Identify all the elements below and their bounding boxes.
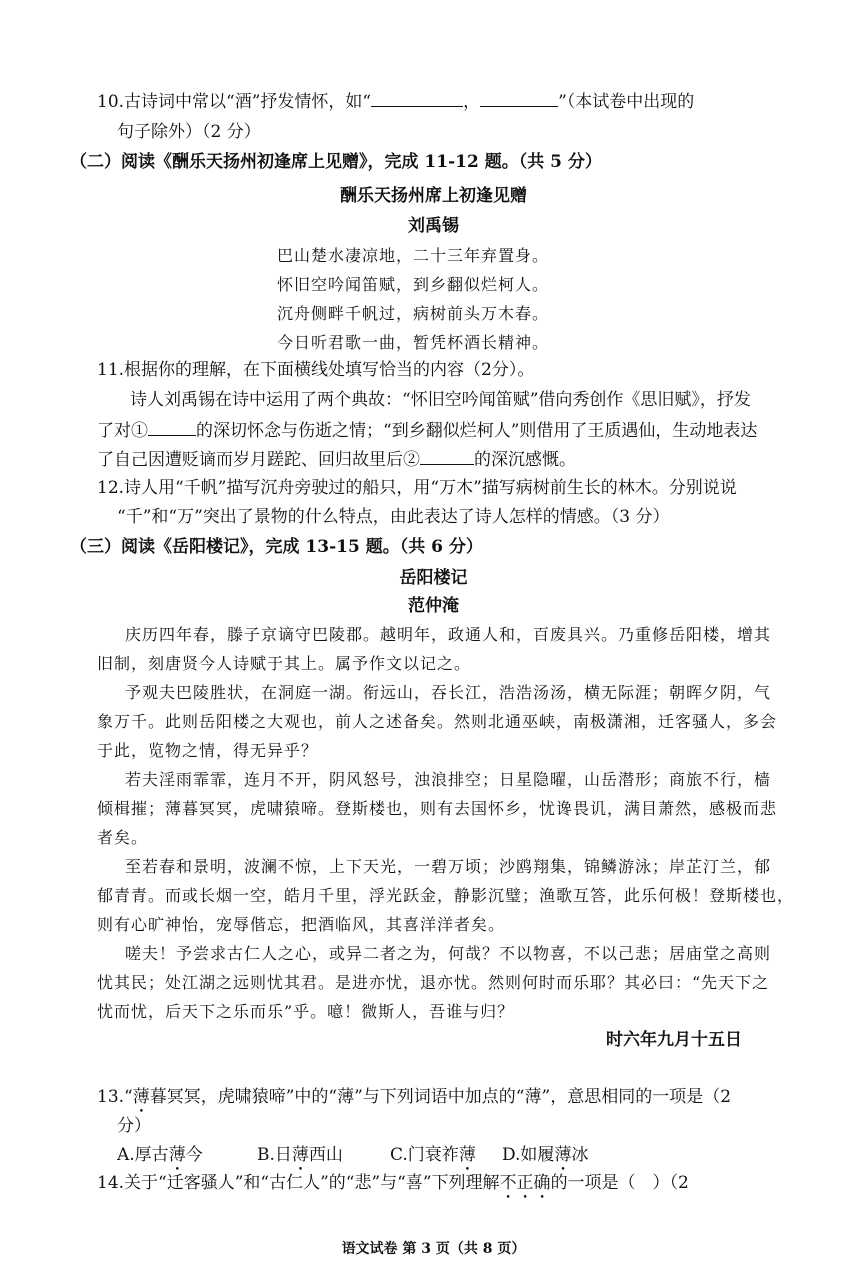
option-pre: D.如履 <box>502 1145 555 1165</box>
poem-line: 今日听君歌一曲，暂凭杯酒长精神。 <box>277 333 550 352</box>
essay-title: 岳阳楼记 <box>399 568 468 588</box>
option-dot: 薄 <box>554 1145 572 1165</box>
q13-stem-dot: 薄 <box>132 1087 150 1107</box>
q11-p2-a: 了对① <box>97 421 148 441</box>
essay-line: 嗟夫！予尝求古仁人之心，或异二者之为，何哉？不以物喜，不以己悲；居庙堂之高则 <box>125 944 772 963</box>
q11-p3-a: 了自己因遭贬谪而岁月蹉跎、回归故里后② <box>97 450 420 470</box>
poem-line: 巴山楚水凄凉地，二十三年弃置身。 <box>277 246 550 265</box>
essay-line: 者矣。 <box>97 828 149 847</box>
poem-author: 刘禹锡 <box>408 216 459 236</box>
q11-blank-2[interactable] <box>420 446 474 465</box>
q10-prefix: 10.古诗词中常以“酒”抒发情怀，如“ <box>97 92 372 112</box>
essay-date: 时六年九月十五日 <box>606 1030 742 1050</box>
essay-line: 则有心旷神怡，宠辱偕忘，把酒临风，其喜洋洋者矣。 <box>97 915 506 934</box>
option-dot: 薄 <box>291 1145 309 1165</box>
q12-line2: “千”和“万”突出了景物的什么特点，由此表达了诗人怎样的情感。（3 分） <box>117 507 670 527</box>
q11-para-line3 <box>97 446 576 472</box>
q11-p3-b: 的深沉感慨。 <box>474 450 576 470</box>
essay-author: 范仲淹 <box>408 596 459 616</box>
q10-line2: 句子除外）（2 分） <box>117 122 261 142</box>
q10-comma: ， <box>463 92 481 112</box>
poem-line: 怀旧空吟闻笛赋，到乡翻似烂柯人。 <box>277 275 550 294</box>
q13-stem-a: 13.“ <box>97 1087 133 1107</box>
q13-stem-line1 <box>97 1085 731 1117</box>
q14-stem <box>97 1171 689 1203</box>
q13-stem-b: 暮冥冥，虎啸猿啼”中的“薄”与下列词语中加点的“薄”，意思相同的一项是（2 <box>149 1087 732 1107</box>
essay-line: 旧制，刻唐贤今人诗赋于其上。属予作文以记之。 <box>97 654 472 673</box>
q10-suffix: ”（本试卷中出现的 <box>558 92 695 112</box>
poem-line: 沉舟侧畔千帆过，病树前头万木春。 <box>277 304 550 323</box>
option-pre: B.日 <box>257 1145 292 1165</box>
essay-line: 象万千。此则岳阳楼之大观也，前人之述备矣。然则北通巫峡，南极潇湘，迁客骚人，多会 <box>97 712 778 731</box>
q13-stem-line2: 分） <box>117 1116 151 1136</box>
page-footer: 语文试卷 第 3 页（共 8 页） <box>341 1241 526 1257</box>
q10-blank-1[interactable] <box>371 88 463 107</box>
q10-blank-2[interactable] <box>480 88 558 107</box>
q14-stem-b: 的一项是（ ）（2 <box>550 1173 689 1193</box>
q14-stem-a: 14.关于“迁客骚人”和“古仁人”的“悲”与“喜”下列理解 <box>97 1173 500 1193</box>
option-pre: C.门衰祚 <box>390 1145 459 1165</box>
q11-para-line2 <box>97 417 757 443</box>
essay-line: 忧其民；处江湖之远则忧其君。是进亦忧，退亦忧。然则何时而乐耶？其必曰：“先天下之 <box>97 973 770 992</box>
essay-line: 倾楫摧；薄暮冥冥，虎啸猿啼。登斯楼也，则有去国怀乡，忧谗畏讥，满目萧然，感极而悲 <box>97 799 778 818</box>
option-post: 冰 <box>571 1145 589 1165</box>
q10-line1 <box>97 88 694 114</box>
essay-line: 于此，览物之情，得无异乎？ <box>97 741 319 760</box>
option-dot: 薄 <box>168 1145 186 1165</box>
section3-heading: （三）阅读《岳阳楼记》，完成 13-15 题。（共 6 分） <box>70 537 483 557</box>
q11-stem: 11.根据你的理解，在下面横线处填写恰当的内容（2分）。 <box>97 360 535 380</box>
essay-line: 至若春和景明，波澜不惊，上下天光，一碧万顷；沙鸥翔集，锦鳞游泳；岸芷汀兰，郁 <box>125 857 772 876</box>
q12-line1: 12.诗人用“千帆”描写沉舟旁驶过的船只，用“万木”描写病树前生长的林木。分别说说 <box>97 478 737 498</box>
q11-p2-b: 的深切怀念与伤逝之情；“到乡翻似烂柯人”则借用了王质遇仙，生动地表达 <box>196 421 758 441</box>
option-pre: A.厚古 <box>117 1145 169 1165</box>
essay-line: 郁青青。而或长烟一空，皓月千里，浮光跃金，静影沉璧；渔歌互答，此乐何极！登斯楼也， <box>97 886 795 905</box>
essay-line: 若夫淫雨霏霏，连月不开，阴风怒号，浊浪排空；日星隐曜，山岳潜形；商旅不行，樯 <box>125 770 772 789</box>
essay-line: 庆历四年春，滕子京谪守巴陵郡。越明年，政通人和，百废具兴。乃重修岳阳楼，增其 <box>125 625 772 644</box>
essay-line: 忧而忧，后天下之乐而乐”乎。噫！微斯人，吾谁与归？ <box>97 1002 515 1021</box>
q14-stem-dot: 不正确 <box>499 1173 551 1193</box>
option-dot: 薄 <box>458 1145 476 1165</box>
option-post: 西山 <box>308 1145 343 1165</box>
q11-para-line1: 诗人刘禹锡在诗中运用了两个典故：“怀旧空吟闻笛赋”借向秀创作《思旧赋》，抒发 <box>130 390 751 410</box>
option-post: 今 <box>185 1145 203 1165</box>
poem-title: 酬乐天扬州席上初逢见赠 <box>340 186 527 206</box>
q11-blank-1[interactable] <box>148 417 196 436</box>
essay-line: 予观夫巴陵胜状，在洞庭一湖。衔远山，吞长江，浩浩汤汤，横无际涯；朝晖夕阴，气 <box>125 683 772 702</box>
section2-heading: （二）阅读《酬乐天扬州初逢席上见赠》，完成 11-12 题。（共 5 分） <box>70 152 602 172</box>
